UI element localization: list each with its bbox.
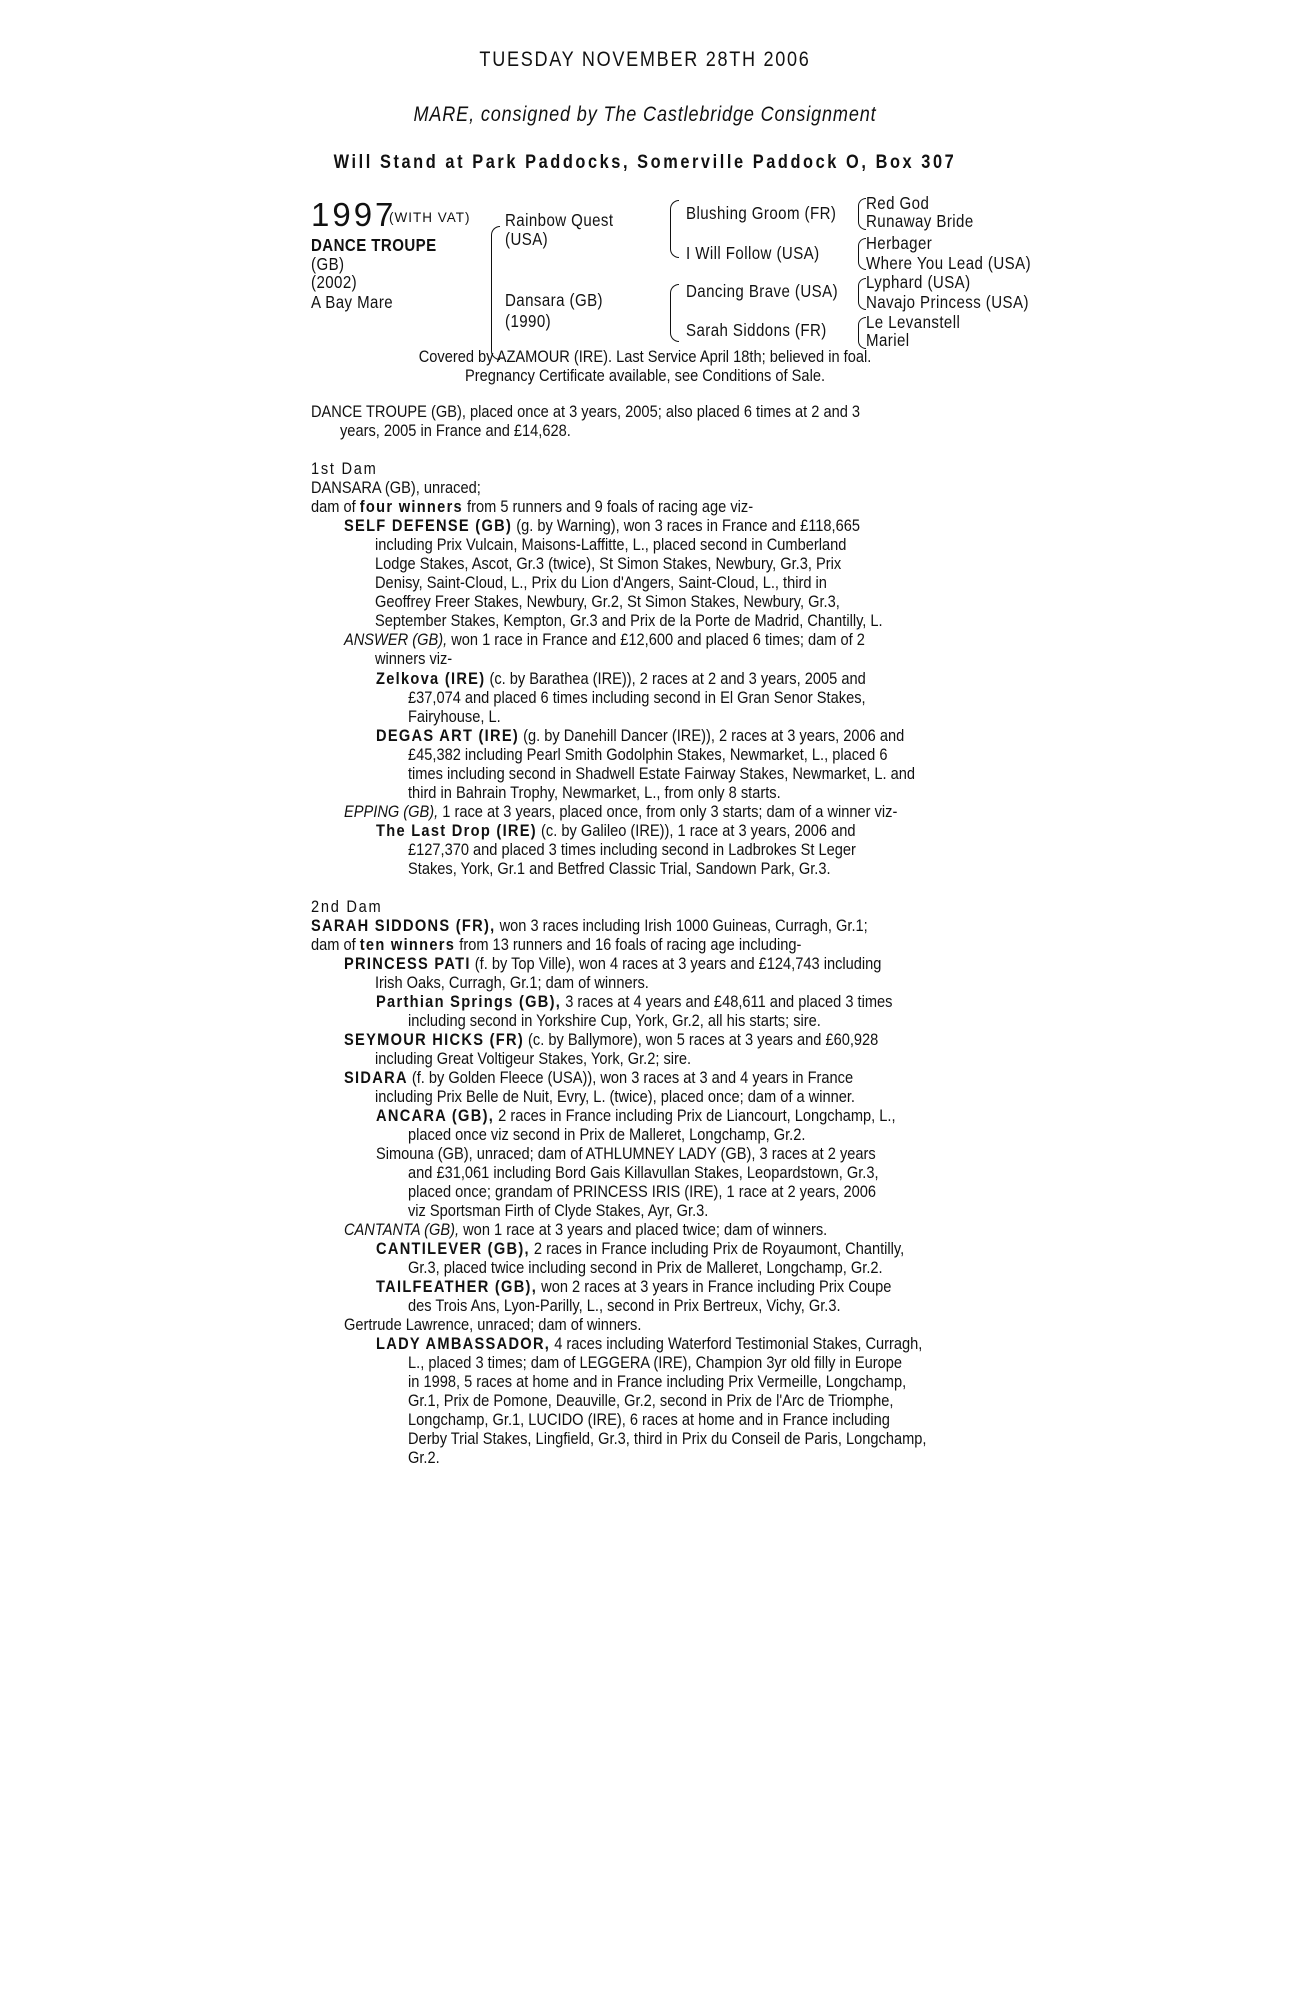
progeny-entry: DEGAS ART (IRE) (g. by Danehill Dancer (IRE)), 2 races at 3 years, 2006 and	[376, 726, 905, 745]
progeny-entry: CANTANTA (GB), won 1 race at 3 years and placed twice; dam of winners.	[344, 1220, 828, 1239]
gen3-2: Runaway Bride	[866, 211, 974, 231]
progeny-entry: The Last Drop (IRE) (c. by Galileo (IRE)), 1 race at 3 years, 2006 and	[376, 821, 856, 840]
vat-note: (WITH VAT)	[389, 210, 471, 225]
progeny-entry: SEYMOUR HICKS (FR) (c. by Ballymore), won 5 races at 3 years and £60,928	[344, 1030, 879, 1049]
progeny-line: September Stakes, Kempton, Gr.3 and Prix de la Porte de Madrid, Chantilly, L.	[375, 611, 883, 630]
brace-gen3-4	[858, 317, 866, 349]
progeny-line: including Prix Belle de Nuit, Evry, L. (twice), placed once; dam of a winner.	[375, 1087, 855, 1106]
stand-location: Will Stand at Park Paddocks, Somerville Paddock O, Box 307	[333, 152, 957, 173]
progeny-line: Longchamp, Gr.1, LUCIDO (IRE), 6 races at home and in France including	[408, 1410, 890, 1429]
progeny-entry: TAILFEATHER (GB), won 2 races at 3 years in France including Prix Coupe	[376, 1277, 892, 1296]
progeny-line: times including second in Shadwell Estate Fairway Stakes, Newmarket, L. and	[408, 764, 916, 783]
progeny-line: Gr.2.	[408, 1448, 440, 1467]
brace-gen3-1	[858, 198, 866, 230]
horse-description: A Bay Mare	[311, 292, 394, 312]
horse-name: DANCE TROUPE	[311, 235, 437, 255]
gen3-6: Navajo Princess (USA)	[866, 292, 1029, 312]
progeny-line: including second in Yorkshire Cup, York, Gr.2, all his starts; sire.	[408, 1011, 821, 1030]
progeny-line: winners viz-	[375, 649, 453, 668]
progeny-line: placed once; grandam of PRINCESS IRIS (IRE), 1 race at 2 years, 2006	[408, 1182, 877, 1201]
brace-gen2-bottom	[670, 284, 679, 342]
brace-gen3-3	[858, 278, 866, 310]
progeny-line: and £31,061 including Bord Gais Killavullan Stakes, Leopardstown, Gr.3,	[408, 1163, 879, 1182]
gen3-4: Where You Lead (USA)	[866, 253, 1032, 273]
progeny-line: Derby Trial Stakes, Lingfield, Gr.3, third in Prix du Conseil de Paris, Longchamp,	[408, 1429, 927, 1448]
sale-date: TUESDAY NOVEMBER 28TH 2006	[479, 48, 811, 71]
progeny-line: placed once viz second in Prix de Malleret, Longchamp, Gr.2.	[408, 1125, 806, 1144]
progeny-line: L., placed 3 times; dam of LEGGERA (IRE), Champion 3yr old filly in Europe	[408, 1353, 903, 1372]
progeny-line: Fairyhouse, L.	[408, 707, 501, 726]
progeny-entry: PRINCESS PATI (f. by Top Ville), won 4 races at 3 years and £124,743 including	[344, 954, 882, 973]
gen3-5: Lyphard (USA)	[866, 272, 971, 292]
dam: Dansara (GB)	[505, 290, 603, 310]
sire-country: (USA)	[505, 229, 549, 249]
summary-line-2: years, 2005 in France and £14,628.	[340, 421, 571, 440]
dam-dam: Sarah Siddons (FR)	[686, 320, 827, 340]
progeny-entry: Zelkova (IRE) (c. by Barathea (IRE)), 2 races at 2 and 3 years, 2005 and	[376, 669, 866, 688]
gen3-1: Red God	[866, 193, 930, 213]
first-dam-heading: 1st Dam	[311, 459, 378, 478]
horse-country: (GB)	[311, 254, 345, 274]
foaled-year: (2002)	[311, 272, 358, 292]
gen3-7: Le Levanstell	[866, 312, 961, 332]
progeny-line: third in Bahrain Trophy, Newmarket, L., from only 8 starts.	[408, 783, 781, 802]
first-dam-line-1: DANSARA (GB), unraced;	[311, 478, 481, 497]
progeny-entry: SIDARA (f. by Golden Fleece (USA)), won 3 races at 3 and 4 years in France	[344, 1068, 854, 1087]
progeny-line: Lodge Stakes, Ascot, Gr.3 (twice), St Simon Stakes, Newbury, Gr.3, Prix	[375, 554, 842, 573]
progeny-entry: ANSWER (GB), won 1 race in France and £12,600 and placed 6 times; dam of 2	[344, 630, 865, 649]
dam-sire: Dancing Brave (USA)	[686, 281, 839, 301]
progeny-entry: LADY AMBASSADOR, 4 races including Waterford Testimonial Stakes, Curragh,	[376, 1334, 923, 1353]
progeny-entry: EPPING (GB), 1 race at 3 years, placed once, from only 3 starts; dam of a winner viz-	[344, 802, 898, 821]
gen3-8: Mariel	[866, 330, 910, 350]
brace-gen3-2	[858, 238, 866, 270]
second-dam-line-2: dam of ten winners from 13 runners and 16 foals of racing age including-	[311, 935, 802, 954]
sire-sire: Blushing Groom (FR)	[686, 203, 837, 223]
progeny-line: Stakes, York, Gr.1 and Betfred Classic Trial, Sandown Park, Gr.3.	[408, 859, 831, 878]
progeny-line: £127,370 and placed 3 times including second in Ladbrokes St Leger	[408, 840, 856, 859]
sire: Rainbow Quest	[505, 210, 614, 230]
first-dam-line-2: dam of four winners from 5 runners and 9 foals of racing age viz-	[311, 497, 754, 516]
summary-line-1: DANCE TROUPE (GB), placed once at 3 years, 2005; also placed 6 times at 2 and 3	[311, 402, 861, 421]
pregnancy-line: Pregnancy Certificate available, see Conditions of Sale.	[464, 366, 826, 385]
progeny-entry: ANCARA (GB), 2 races in France including Prix de Liancourt, Longchamp, L.,	[376, 1106, 896, 1125]
progeny-line: Irish Oaks, Curragh, Gr.1; dam of winners.	[375, 973, 649, 992]
dam-year: (1990)	[505, 311, 552, 331]
progeny-entry: SELF DEFENSE (GB) (g. by Warning), won 3 races in France and £118,665	[344, 516, 860, 535]
sire-dam: I Will Follow (USA)	[686, 243, 820, 263]
brace-gen1	[491, 226, 500, 360]
progeny-entry: Gertrude Lawrence, unraced; dam of winners.	[344, 1315, 642, 1334]
lot-number: 1997	[311, 196, 397, 233]
progeny-line: Gr.3, placed twice including second in Prix de Malleret, Longchamp, Gr.2.	[408, 1258, 883, 1277]
second-dam-line-1: SARAH SIDDONS (FR), won 3 races including Irish 1000 Guineas, Curragh, Gr.1;	[311, 916, 868, 935]
progeny-line: Denisy, Saint-Cloud, L., Prix du Lion d'Angers, Saint-Cloud, L., third in	[375, 573, 827, 592]
progeny-line: Gr.1, Prix de Pomone, Deauville, Gr.2, second in Prix de l'Arc de Triomphe,	[408, 1391, 894, 1410]
gen3-3: Herbager	[866, 233, 933, 253]
progeny-line: £45,382 including Pearl Smith Godolphin Stakes, Newmarket, L., placed 6	[408, 745, 888, 764]
progeny-line: including Prix Vulcain, Maisons-Laffitte, L., placed second in Cumberland	[375, 535, 847, 554]
progeny-line: in 1998, 5 races at home and in France including Prix Vermeille, Longchamp,	[408, 1372, 907, 1391]
progeny-entry: Simouna (GB), unraced; dam of ATHLUMNEY LADY (GB), 3 races at 2 years	[376, 1144, 876, 1163]
progeny-line: viz Sportsman Firth of Clyde Stakes, Ayr, Gr.3.	[408, 1201, 709, 1220]
progeny-line: £37,074 and placed 6 times including second in El Gran Senor Stakes,	[408, 688, 866, 707]
brace-gen2-top	[670, 200, 679, 258]
progeny-entry: CANTILEVER (GB), 2 races in France including Prix de Royaumont, Chantilly,	[376, 1239, 905, 1258]
progeny-entry: Parthian Springs (GB), 3 races at 4 years and £48,611 and placed 3 times	[376, 992, 893, 1011]
progeny-line: including Great Voltigeur Stakes, York, Gr.2; sire.	[375, 1049, 692, 1068]
progeny-line: des Trois Ans, Lyon-Parilly, L., second in Prix Bertreux, Vichy, Gr.3.	[408, 1296, 841, 1315]
progeny-line: Geoffrey Freer Stakes, Newbury, Gr.2, St Simon Stakes, Newbury, Gr.3,	[375, 592, 840, 611]
covered-line: Covered by AZAMOUR (IRE). Last Service April 18th; believed in foal.	[418, 347, 872, 366]
consignor-line: MARE, consigned by The Castlebridge Consignment	[413, 103, 877, 126]
second-dam-heading: 2nd Dam	[311, 897, 383, 916]
